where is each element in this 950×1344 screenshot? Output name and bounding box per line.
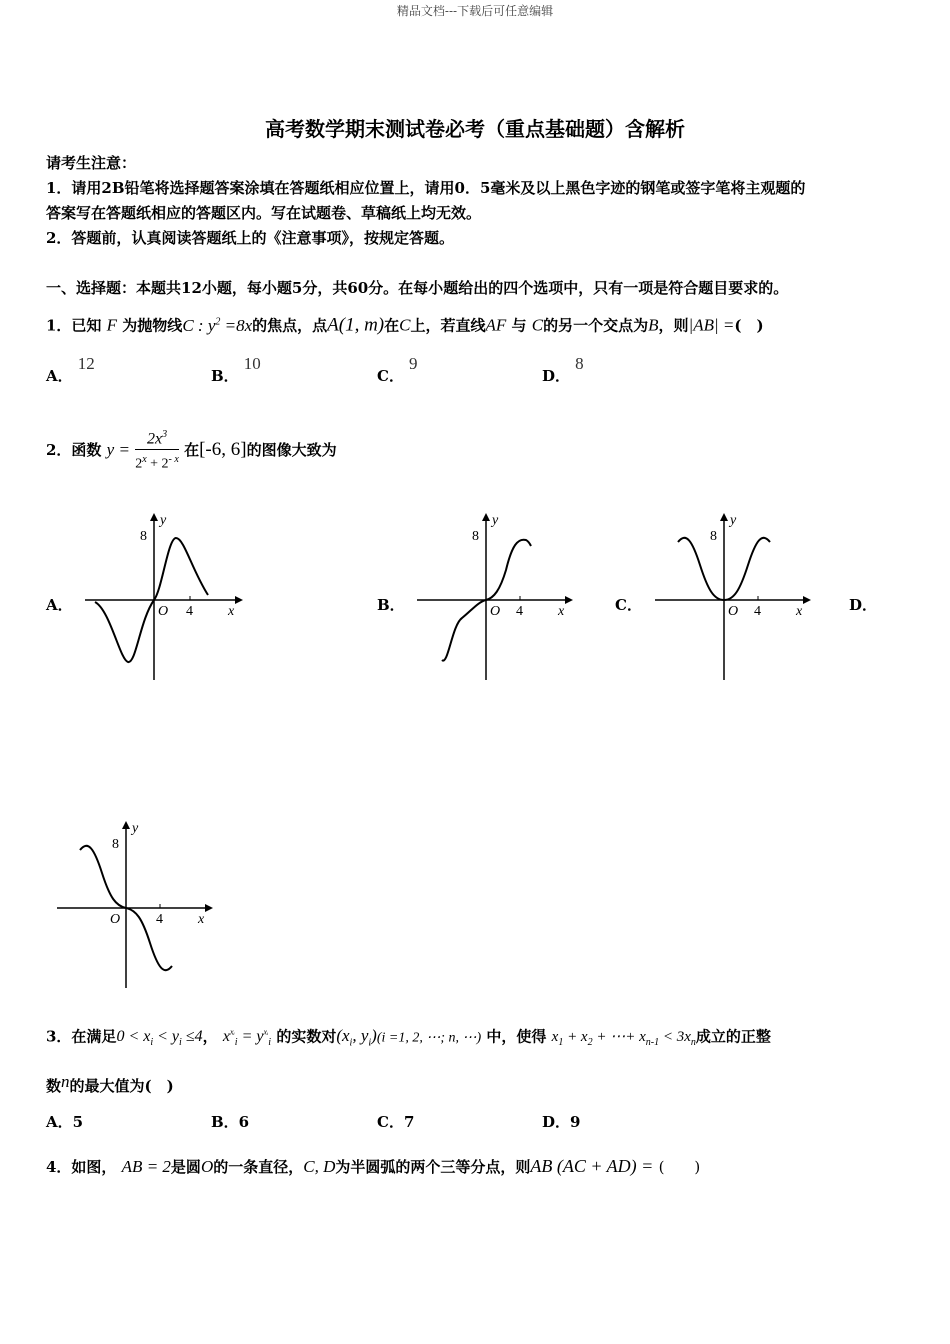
q2-option-d[interactable]: D． xyxy=(849,596,878,614)
graph-a-x-label: x xyxy=(228,604,235,619)
graph-b-origin: O xyxy=(490,604,501,619)
graph-d-four: 4 xyxy=(156,912,163,927)
q1-text-3: 的焦点，点 xyxy=(252,316,328,335)
q1-F: F xyxy=(106,315,118,335)
q4-text-5: ( ) xyxy=(658,1158,701,1176)
notice-line1: 1．请用2B铅笔将选择题答案涂填在答题纸相应位置上，请用0．5毫米及以上黑色字迹的钢笔或签字笔将主观题的 xyxy=(46,179,806,197)
graph-c-y-label: y xyxy=(730,513,737,528)
q2-graph-d xyxy=(52,818,222,993)
q1-C2: C xyxy=(531,315,544,335)
q3-n: n xyxy=(61,1072,70,1091)
graph-b-eight: 8 xyxy=(472,529,479,544)
q2-option-b[interactable]: B． xyxy=(377,596,405,614)
q1-text-7: 的另一个交点为 xyxy=(543,316,649,335)
q1-AF: AF xyxy=(485,315,507,335)
q3-text-3: 中，使得 xyxy=(486,1027,547,1046)
question-4 xyxy=(46,1156,700,1177)
q1-eq2: =8x xyxy=(220,315,253,335)
page-header: 精品文档---下载后可任意编辑 xyxy=(396,4,554,18)
notice-heading: 请考生注意： xyxy=(46,154,137,172)
q2-graph-b xyxy=(412,510,582,685)
graph-b-four: 4 xyxy=(516,604,523,619)
q2-option-c[interactable]: C． xyxy=(615,596,642,614)
q4-eq: AB = 2 xyxy=(121,1157,171,1176)
q2-interval: [-6, 6] xyxy=(199,439,247,460)
q1-A: A(1, m) xyxy=(327,314,385,336)
q3-text-2: 的实数对 xyxy=(276,1027,337,1046)
page-title: 高考数学期末测试卷必考（重点基础题）含解析 xyxy=(265,117,685,141)
q1-text-4: 在 xyxy=(384,316,400,335)
q1-option-d-value: 8 xyxy=(575,354,584,373)
q1-eq: C : y xyxy=(182,315,216,335)
q3-text-1: 3．在满足 xyxy=(46,1027,117,1046)
question-3: 3．在满足$0 < x_i < y_i \le 4$， $x^{xᵢ}_i = y^{xᵢ}_i$ 的实数对($x_i$, $y_i)(i =1$, 2, ⋯; n, ⋯) 中，使得 $x_1 + x_2$ + ⋯+ $x_{n-1} < 3x_n$成立的正整 xyxy=(46,1026,771,1049)
q3-option-d[interactable]: D．9 xyxy=(542,1113,581,1131)
q2-text-2: 在 xyxy=(184,441,200,459)
q4-O: O xyxy=(200,1157,214,1176)
q2-graph-c xyxy=(650,510,820,685)
q2-option-a[interactable]: A． xyxy=(46,596,73,614)
q1-option-d[interactable]: D． 8 xyxy=(542,354,584,385)
q3-range: (i =1, 2, ⋯; n, ⋯) xyxy=(376,1030,482,1046)
q1-text-8: ，则 xyxy=(658,316,689,335)
q2-y: y = xyxy=(106,440,130,459)
graph-b-x-label: x xyxy=(558,604,565,619)
q1-AB: |AB| = xyxy=(688,315,735,335)
q2-text-3: 的图像大致为 xyxy=(246,441,337,459)
q4-text-1: 4．如图， xyxy=(46,1158,117,1176)
q4-text-4: 为半圆弧的两个三等分点，则 xyxy=(335,1158,531,1176)
q1-text-9: ( ) xyxy=(734,316,764,335)
section-heading: 一、选择题：本题共12小题，每小题5分，共60分。在每小题给出的四个选项中，只有一项是符合题目要求的。 xyxy=(46,279,789,297)
graph-c-x-label: x xyxy=(796,604,803,619)
q2-numerator: 2x xyxy=(146,430,163,448)
q1-text-5: 上，若直线 xyxy=(410,316,486,335)
q4-text-2: 是圆 xyxy=(170,1158,201,1176)
q3-option-a[interactable]: A．5 xyxy=(46,1113,84,1131)
q1-text-6: 与 xyxy=(511,316,527,335)
question-1: 1．已知 F 为抛物线C : $y^2 =8x$的焦点，点A(1, m)在C上，若直线AF 与 C的另一个交点为B，则|AB| =( ) xyxy=(46,314,764,336)
graph-d-y-label: y xyxy=(132,821,139,836)
question-3-cont: 数n的最大值为( ) xyxy=(46,1072,174,1095)
graph-d-origin: O xyxy=(110,912,121,927)
q3-option-c[interactable]: C．7 xyxy=(377,1113,415,1131)
q4-expr: AB (AC + AD) = xyxy=(530,1156,654,1176)
q1-option-b-value: 10 xyxy=(243,354,261,373)
q2-graph-a xyxy=(80,510,250,685)
graph-c-four: 4 xyxy=(754,604,761,619)
graph-a-four: 4 xyxy=(186,604,193,619)
graph-a-eight: 8 xyxy=(140,529,147,544)
q1-option-b[interactable]: B． 10 xyxy=(211,354,261,385)
graph-c-origin: O xyxy=(728,604,739,619)
graph-a-y-label: y xyxy=(160,513,167,528)
q2-fraction: $\frac{2x^3}{2^x + 2^{- x}}$ xyxy=(135,425,179,475)
q1-text-1: 1．已知 xyxy=(46,316,102,335)
q1-B: B xyxy=(648,315,659,335)
graph-b-y-label: y xyxy=(492,513,499,528)
notice-line2: 2．答题前，认真阅读答题纸上的《注意事项》，按规定答题。 xyxy=(46,229,454,247)
graph-c-eight: 8 xyxy=(710,529,717,544)
q1-C: C xyxy=(399,315,411,335)
q3-text-4: 成立的正整 xyxy=(695,1027,771,1046)
q2-text-1: 2．函数 xyxy=(46,441,102,459)
notice-line1b: 答案写在答题纸相应的答题区内。写在试题卷、草稿纸上均无效。 xyxy=(46,204,482,222)
question-2 xyxy=(46,425,337,475)
q4-text-3: 的一条直径， xyxy=(213,1158,304,1176)
q1-option-c-value: 9 xyxy=(409,354,418,373)
q4-CD: C, D xyxy=(303,1157,336,1176)
graph-d-x-label: x xyxy=(198,912,205,927)
q1-option-a[interactable]: A． 12 xyxy=(46,354,95,385)
q2-denominator: 2 xyxy=(135,456,143,472)
q1-option-c[interactable]: C． 9 xyxy=(377,354,418,385)
q3-option-b[interactable]: B．6 xyxy=(211,1113,250,1131)
q1-text-2: 为抛物线 xyxy=(122,316,183,335)
graph-d-eight: 8 xyxy=(112,837,119,852)
graph-a-origin: O xyxy=(158,604,169,619)
q1-option-a-value: 12 xyxy=(77,354,95,373)
